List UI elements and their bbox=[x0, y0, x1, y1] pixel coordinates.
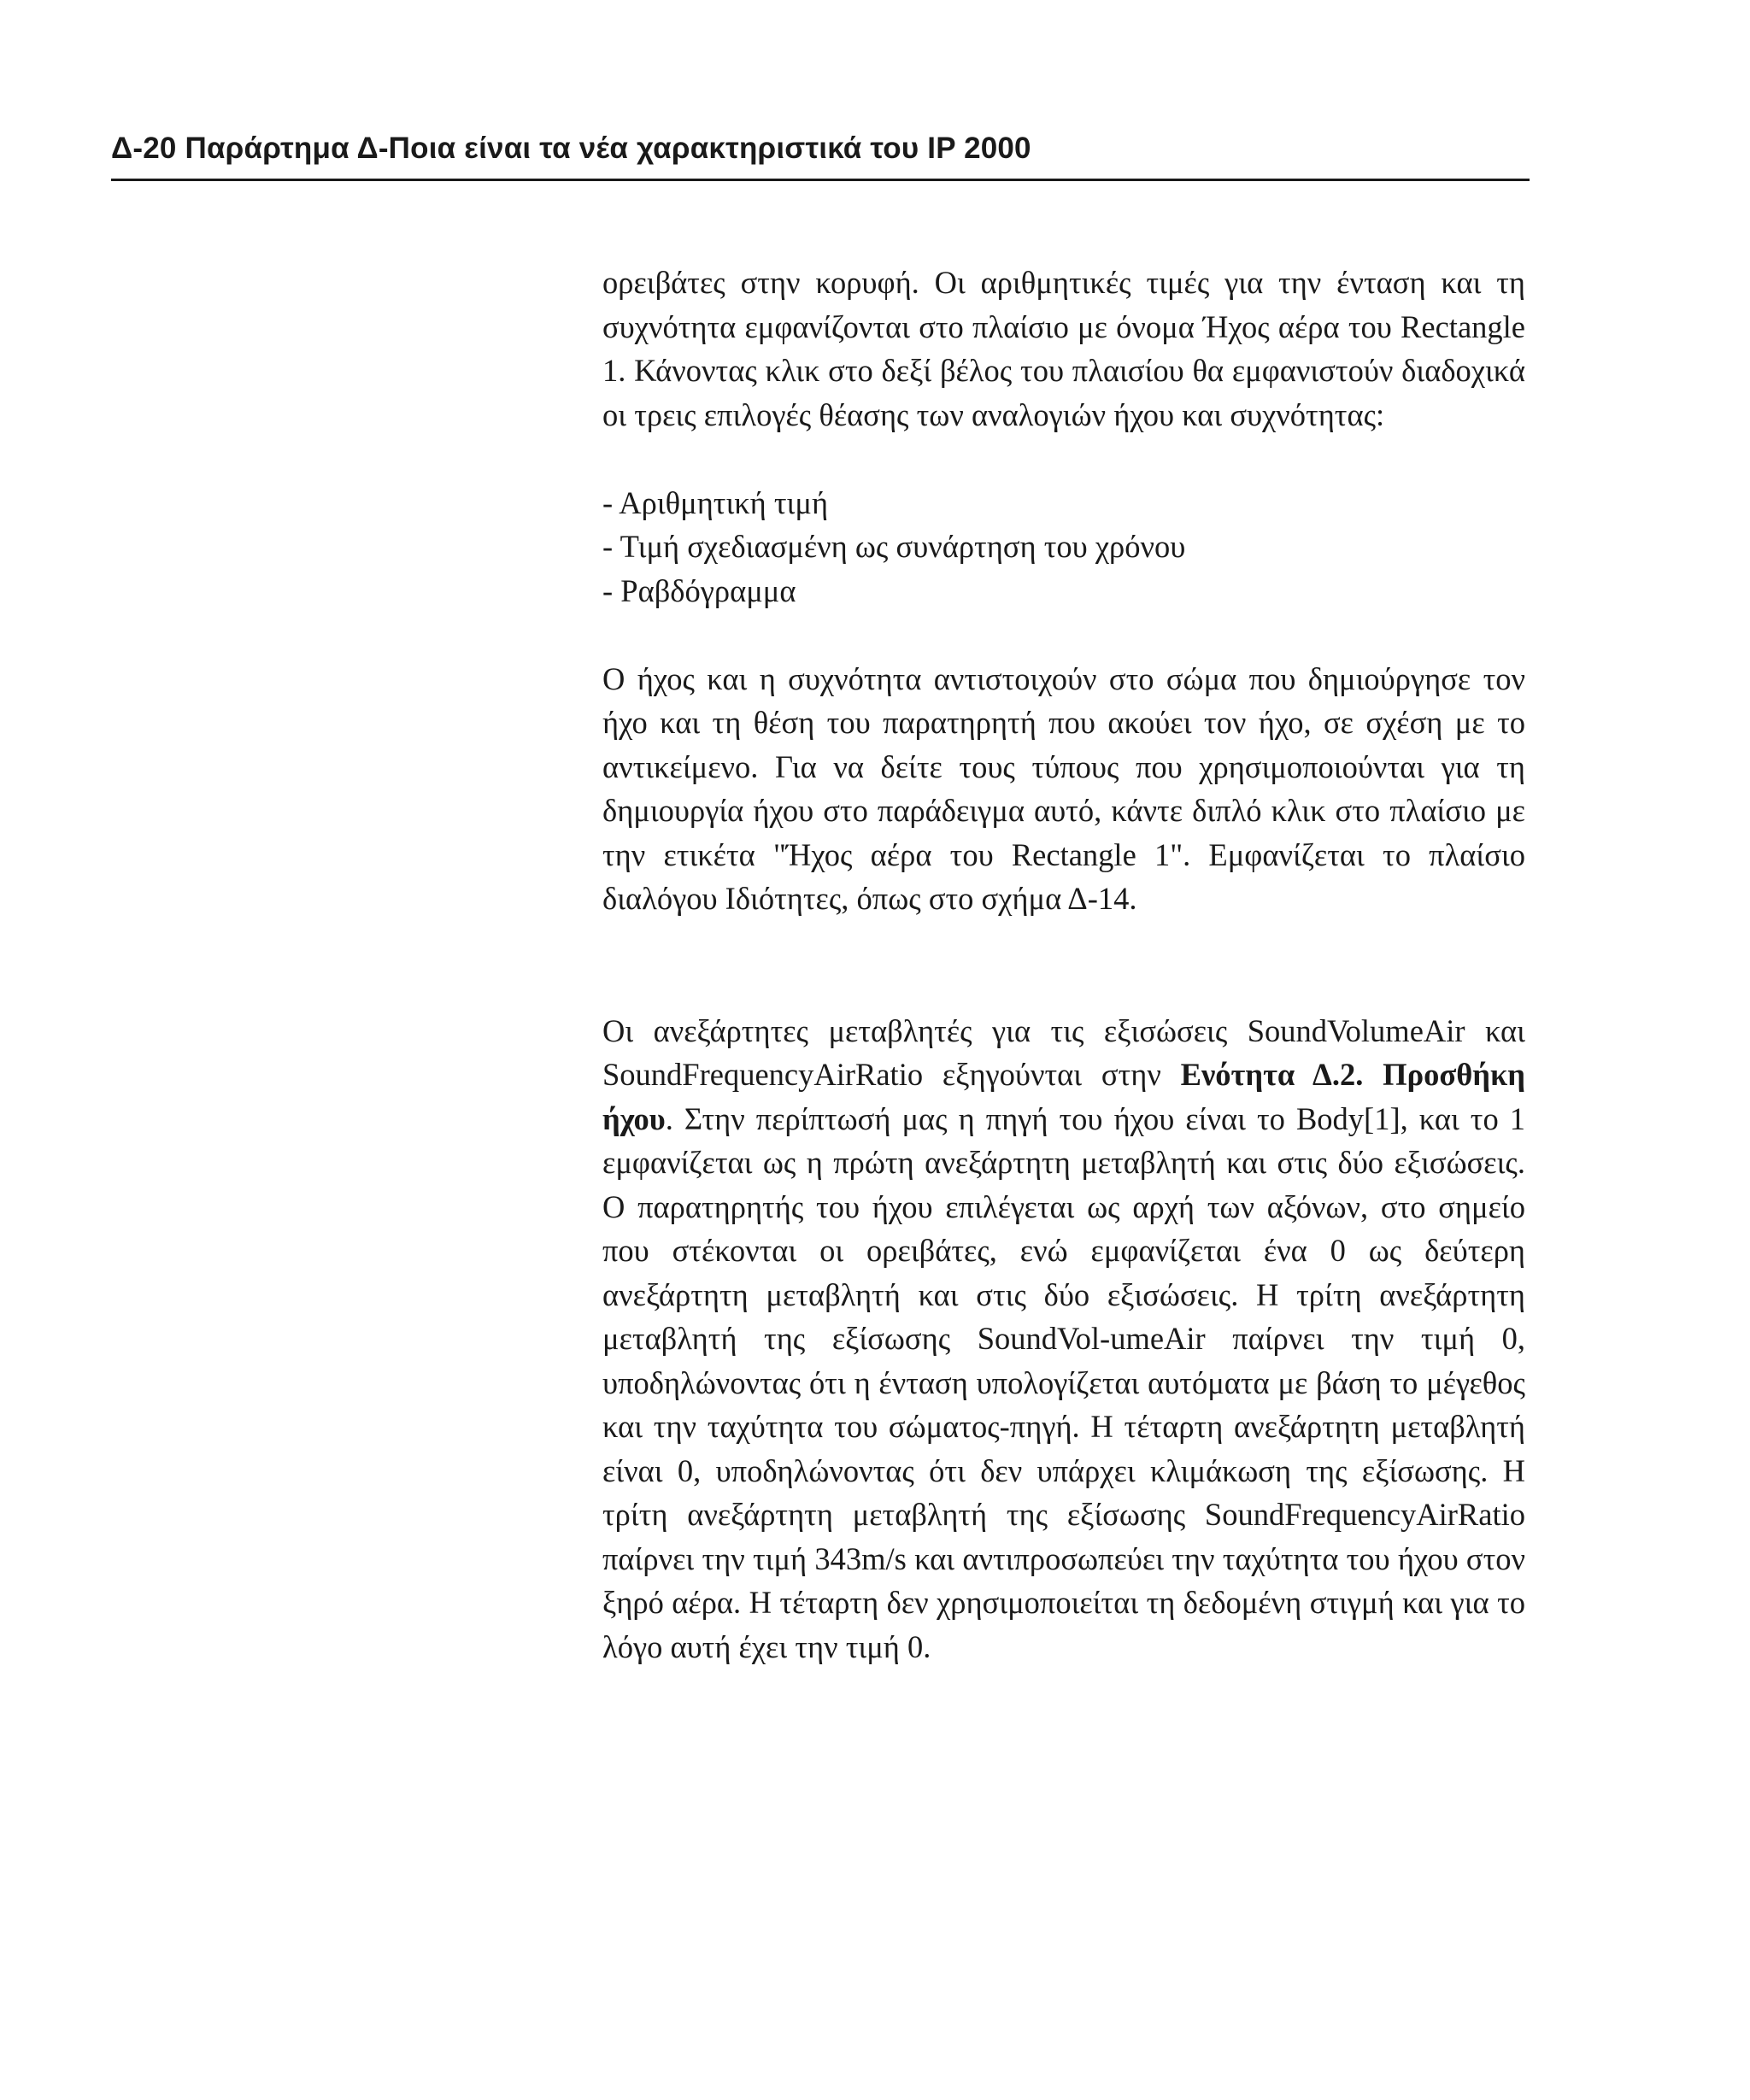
paragraph-text-start: Οι ανεξάρτητες μεταβλητές για τις εξισώσεις SoundVolumeAir και SoundFrequencyAirRatio εξηγούνται στην bbox=[602, 1012, 1525, 1092]
page-header: Δ-20 Παράρτημα Δ-Ποια είναι τα νέα χαρακτηριστικά του IP 2000 bbox=[111, 132, 1031, 165]
paragraph-independent-variables bbox=[602, 1009, 1525, 1669]
body-column bbox=[602, 261, 1525, 1669]
section-reference: Ενότητα Δ.2. Προσθήκη ήχου bbox=[602, 1057, 1525, 1136]
paragraph-text-end: . Στην περίπτωσή μας η πηγή του ήχου είναι το Body[1], και το 1 εμφανίζεται ως η πρώτη ανεξάρτητη μεταβλητή και στις δύο εξισώσεις. Ο παρατηρητής του ήχου επιλέγεται ως αρχή των αξόνων, στο σημείο που στέκονται οι ορειβάτες, ενώ εμφανίζεται ένα 0 ως δεύτερη ανεξάρτητη μεταβλητή και στις δύο εξισώσεις. Η τρίτη ανεξάρτητη μεταβλητή της εξίσωσης SoundVol-umeAir παίρνει την τιμή 0, υποδηλώνοντας ότι η ένταση υπολογίζεται αυτόματα με βάση το μέγεθος και την ταχύτητα του σώματος-πηγή. Η τέταρτη ανεξάρτητη μεταβλητή είναι 0, υποδηλώνοντας ότι δεν υπάρχει κλιμάκωση της εξίσωσης. Η τρίτη ανεξάρτητη μεταβλητή της εξίσωσης SoundFrequencyAirRatio παίρνει την τιμή 343m/s και αντιπροσωπεύει την ταχύτητα του ήχου στον ξηρό αέρα. Η τέταρτη δεν χρησιμοποιείται τη δεδομένη στιγμή και για το λόγο αυτή έχει την τιμή 0. bbox=[602, 1100, 1525, 1664]
header-rule bbox=[111, 179, 1530, 181]
list-item: - Τιμή σχεδιασμένη ως συνάρτηση του χρόνου bbox=[602, 529, 1186, 564]
view-options-list bbox=[602, 481, 1525, 613]
paragraph-intro: ορειβάτες στην κορυφή. Οι αριθμητικές τιμές για την ένταση και τη συχνότητα εμφανίζονται στο πλαίσιο με όνομα Ήχος αέρα του Rectangle 1. Κάνοντας κλικ στο δεξί βέλος του πλαισίου θα εμφανιστούν διαδοχικά οι τρεις επιλογές θέασης των αναλογιών ήχου και συχνότητας: bbox=[602, 265, 1525, 432]
paragraph-sound-frequency: Ο ήχος και η συχνότητα αντιστοιχούν στο σώμα που δημιούργησε τον ήχο και τη θέση του παρατηρητή που ακούει τον ήχο, σε σχέση με το αντικείμενο. Για να δείτε τους τύπους που χρησιμοποιούνται για τη δημιουργία ήχου στο παράδειγμα αυτό, κάντε διπλό κλικ στο πλαίσιο με την ετικέτα "Ήχος αέρα του Rectangle 1". Εμφανίζεται το πλαίσιο διαλόγου Ιδιότητες, όπως στο σχήμα Δ-14. bbox=[602, 660, 1525, 916]
list-item: - Ραβδόγραμμα bbox=[602, 572, 796, 608]
list-item: - Αριθμητική τιμή bbox=[602, 484, 829, 520]
